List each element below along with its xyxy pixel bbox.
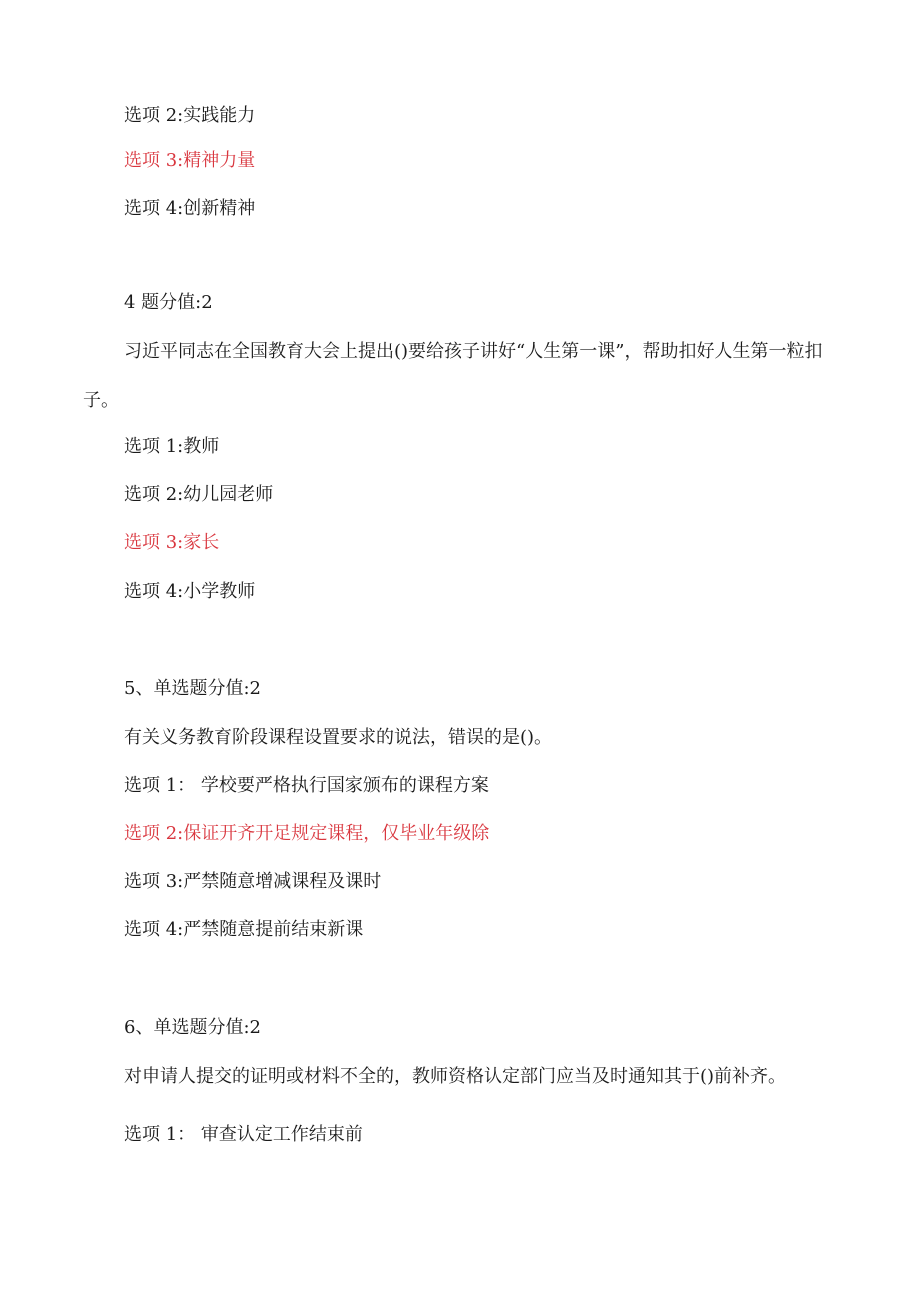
q6-question: 对申请人提交的证明或材料不全的，教师资格认定部门应当及时通知其于()前补齐。	[124, 1066, 787, 1087]
q3-option-4: 选项 4:创新精神	[124, 198, 256, 219]
q4-option-2: 选项 2:幼儿园老师	[124, 484, 274, 505]
q5-option-4: 选项 4:严禁随意提前结束新课	[124, 919, 364, 940]
q5-option-1: 选项 1： 学校要严格执行国家颁布的课程方案	[124, 775, 489, 796]
q4-option-4: 选项 4:小学教师	[124, 581, 256, 602]
q6-option-1: 选项 1： 审查认定工作结束前	[124, 1124, 363, 1145]
q5-question: 有关义务教育阶段课程设置要求的说法，错误的是()。	[124, 727, 553, 748]
q6-header: 6、单选题分值:2	[124, 1017, 261, 1038]
q5-header: 5、单选题分值:2	[124, 678, 261, 699]
q4-header: 4 题分值:2	[124, 292, 213, 313]
q3-option-2: 选项 2:实践能力	[124, 105, 256, 126]
q3-option-3-correct: 选项 3:精神力量	[124, 150, 256, 171]
q5-option-3: 选项 3:严禁随意增减课程及课时	[124, 871, 382, 892]
q4-option-3-correct: 选项 3:家长	[124, 532, 220, 553]
q5-option-2-correct: 选项 2:保证开齐开足规定课程，仅毕业年级除	[124, 823, 490, 844]
q4-option-1: 选项 1:教师	[124, 436, 220, 457]
q4-question: 习近平同志在全国教育大会上提出()要给孩子讲好“人生第一课”，帮助扣好人生第一粒扣子。	[83, 341, 823, 411]
